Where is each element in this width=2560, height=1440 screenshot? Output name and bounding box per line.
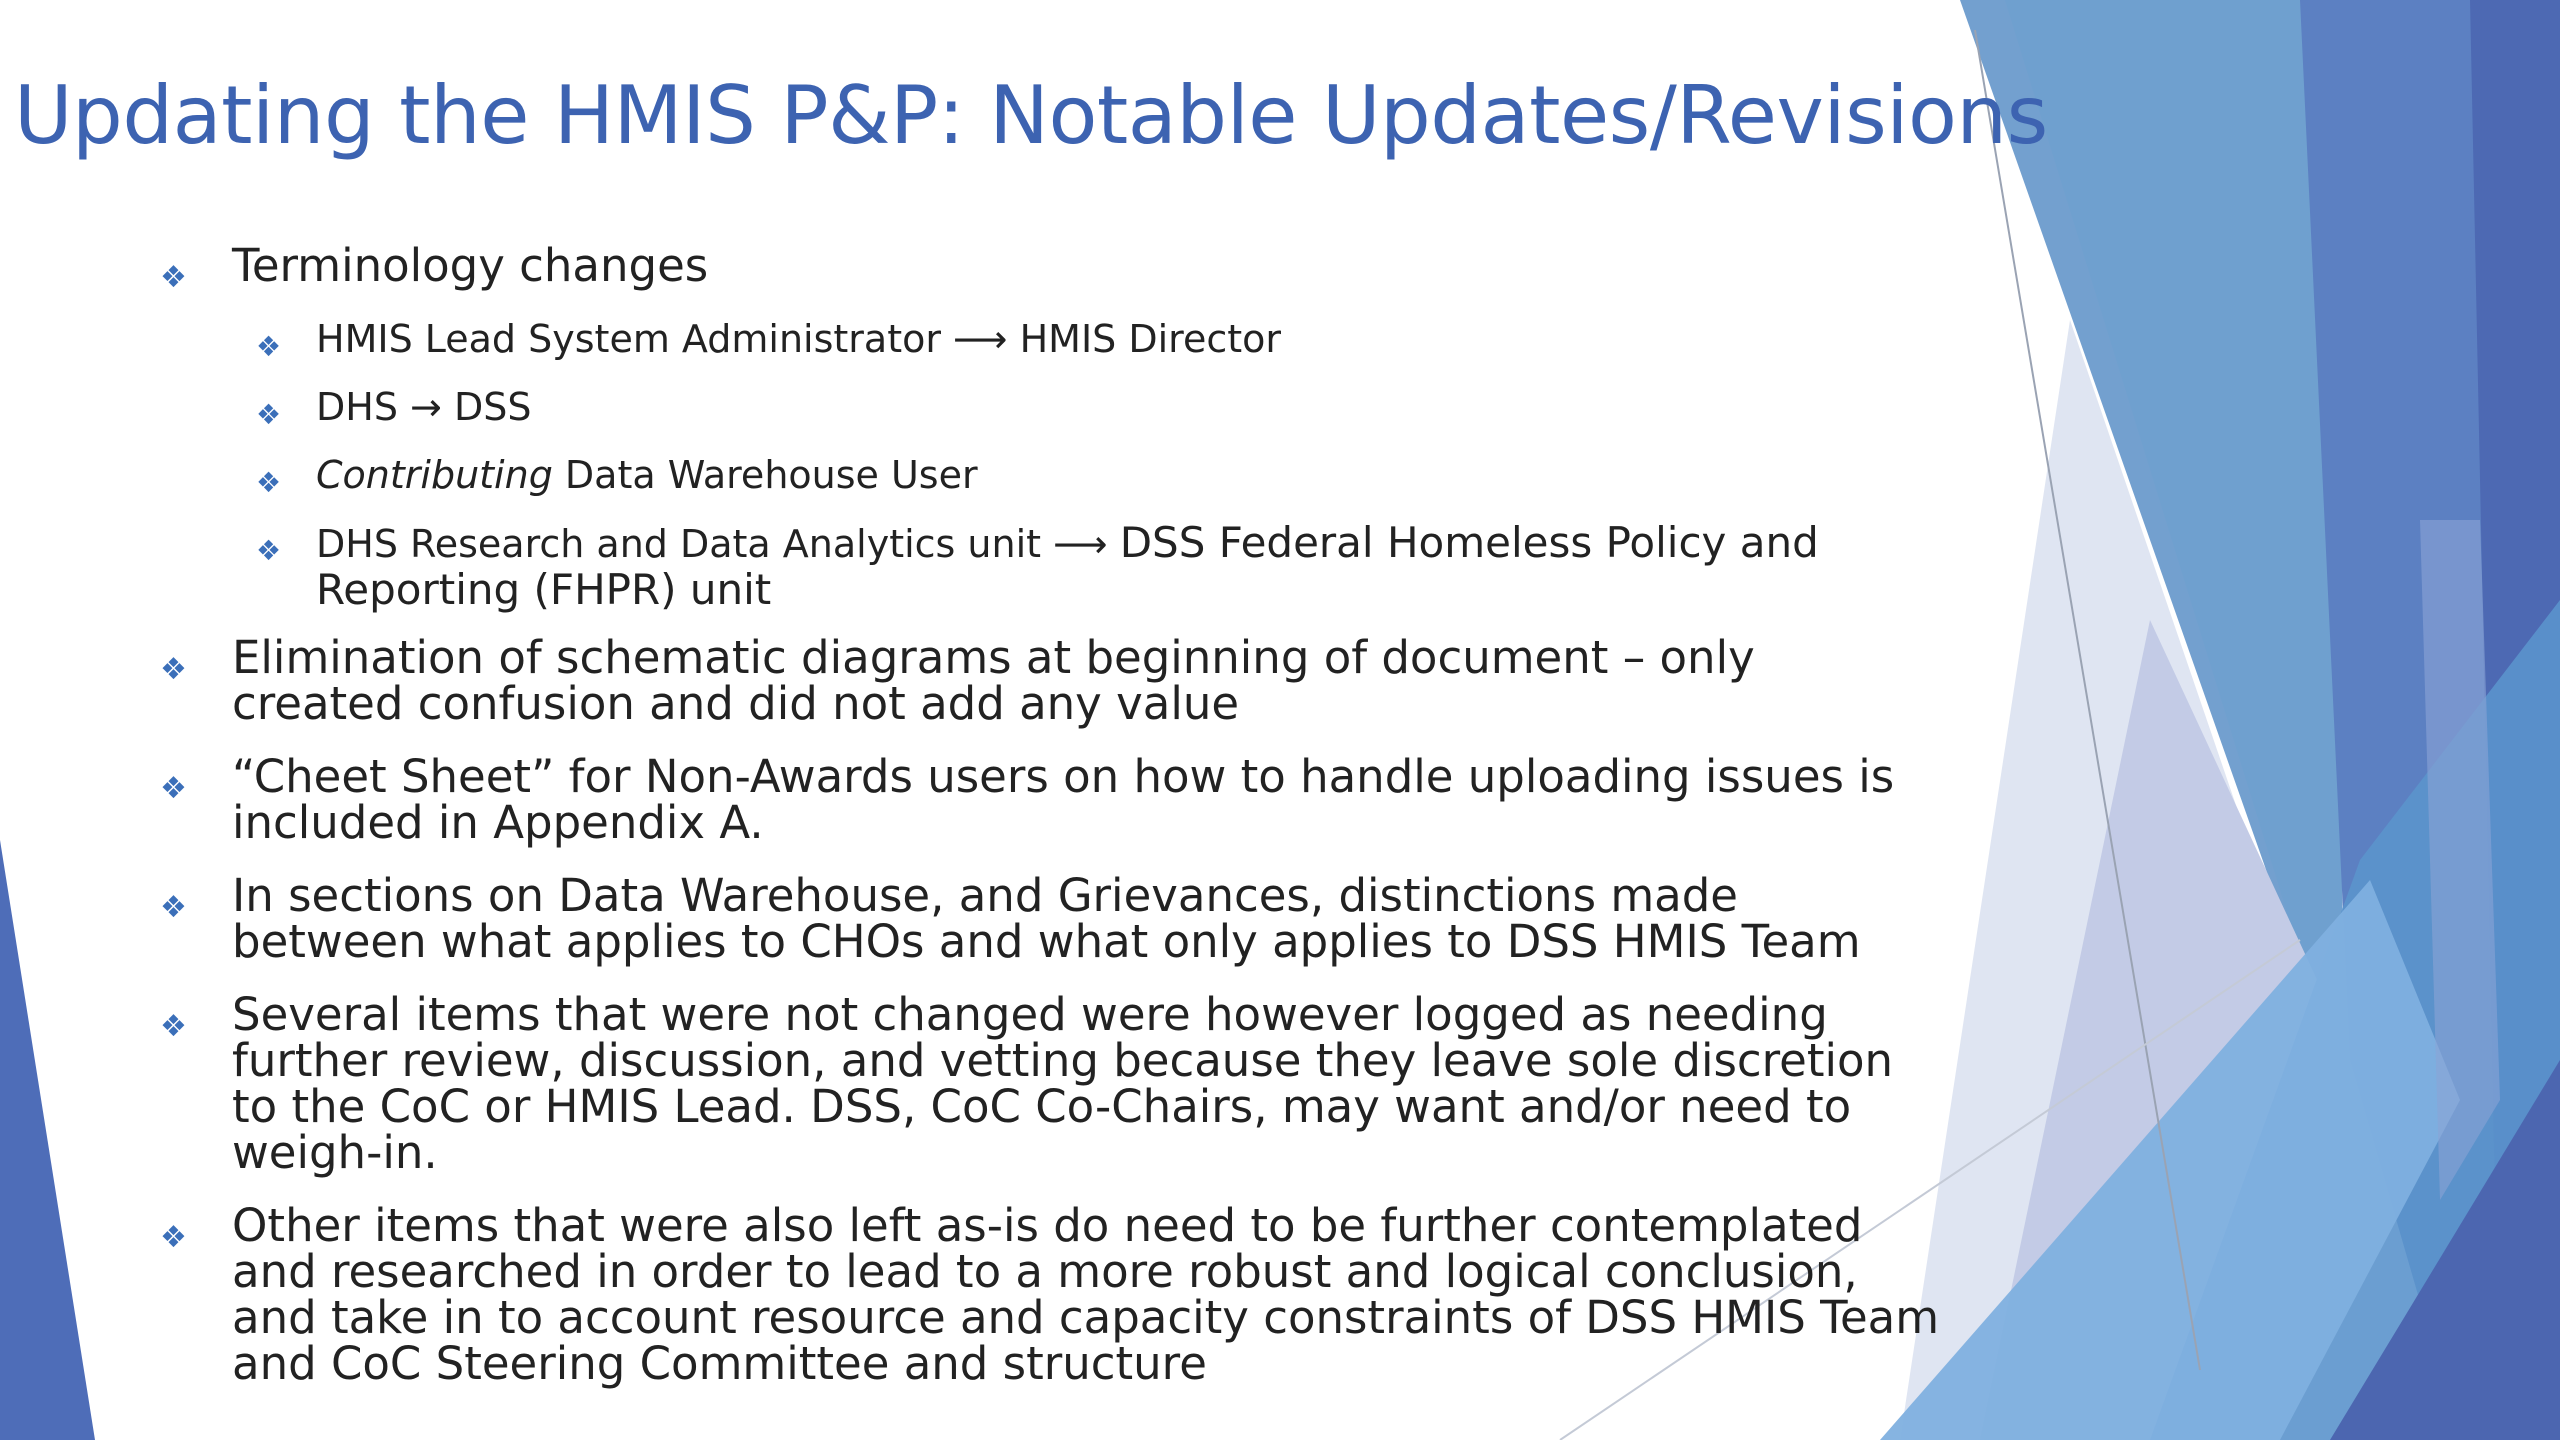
diamond-dots-bullet-icon: ❖: [256, 398, 282, 431]
diamond-dots-bullet-icon: ❖: [160, 1220, 187, 1255]
sub-list-item: [256, 520, 1940, 613]
bullet-list: [160, 239, 1940, 1414]
diamond-dots-bullet-icon: ❖: [256, 534, 282, 567]
diamond-dots-bullet-icon: ❖: [256, 330, 282, 363]
sub-list-item: [256, 316, 1940, 362]
sub-list-item: [256, 384, 1940, 430]
list-item: [160, 1199, 1940, 1390]
list-item-text: In sections on Data Warehouse, and Grievances, distinctions made between what applies to CHOs and what only applies to DSS HMIS Team: [232, 869, 1861, 968]
list-item-text: Several items that were not changed were however logged as needing further review, discussion, and vetting because they leave sole discretion to the CoC or HMIS Lead. DSS, CoC Co-Chairs, may want and/or need to weigh-in.: [232, 988, 1894, 1179]
diamond-dots-bullet-icon: ❖: [160, 260, 187, 295]
list-item: [160, 988, 1940, 1179]
list-item-text: Elimination of schematic diagrams at beginning of document – only created confusion and did not add any value: [232, 631, 1755, 730]
sub-list-item-text: Data Warehouse User: [552, 453, 978, 497]
list-item: [160, 869, 1940, 968]
list-item-text: “Cheet Sheet” for Non-Awards users on how to handle uploading issues is included in Appendix A.: [232, 750, 1895, 849]
diamond-dots-bullet-icon: ❖: [160, 652, 187, 687]
left-edge-shape: [0, 840, 95, 1440]
sub-list-item-text: DSS Federal Homeless Policy and Reporting (FHPR) unit: [316, 518, 1819, 614]
list-item: [160, 239, 1940, 295]
diamond-dots-bullet-icon: ❖: [160, 890, 187, 925]
sub-list-item-text: HMIS Lead System Administrator ⟶ HMIS Director: [316, 317, 1282, 361]
list-item-text: Terminology changes: [232, 239, 709, 292]
list-item: [160, 750, 1940, 849]
slide-title: Updating the HMIS P&P: Notable Updates/Revisions: [14, 69, 2048, 162]
sub-list-item-text: DHS → DSS: [316, 385, 532, 429]
list-item: [160, 631, 1940, 730]
sub-list-item-lead-text: DHS Research and Data Analytics unit ⟶: [316, 522, 1120, 566]
diamond-dots-bullet-icon: ❖: [160, 1009, 187, 1044]
list-item-text: Other items that were also left as-is do need to be further contemplated and researched in order to lead to a more robust and logical conclusion, and take in to account resource and capacity constraints of DSS HMIS Team and CoC Steering Committee and structure: [232, 1199, 1940, 1390]
sub-list-item: [256, 452, 1940, 498]
diamond-dots-bullet-icon: ❖: [256, 466, 282, 499]
diamond-dots-bullet-icon: ❖: [160, 771, 187, 806]
sub-list-item-italic-text: Contributing: [316, 453, 553, 497]
